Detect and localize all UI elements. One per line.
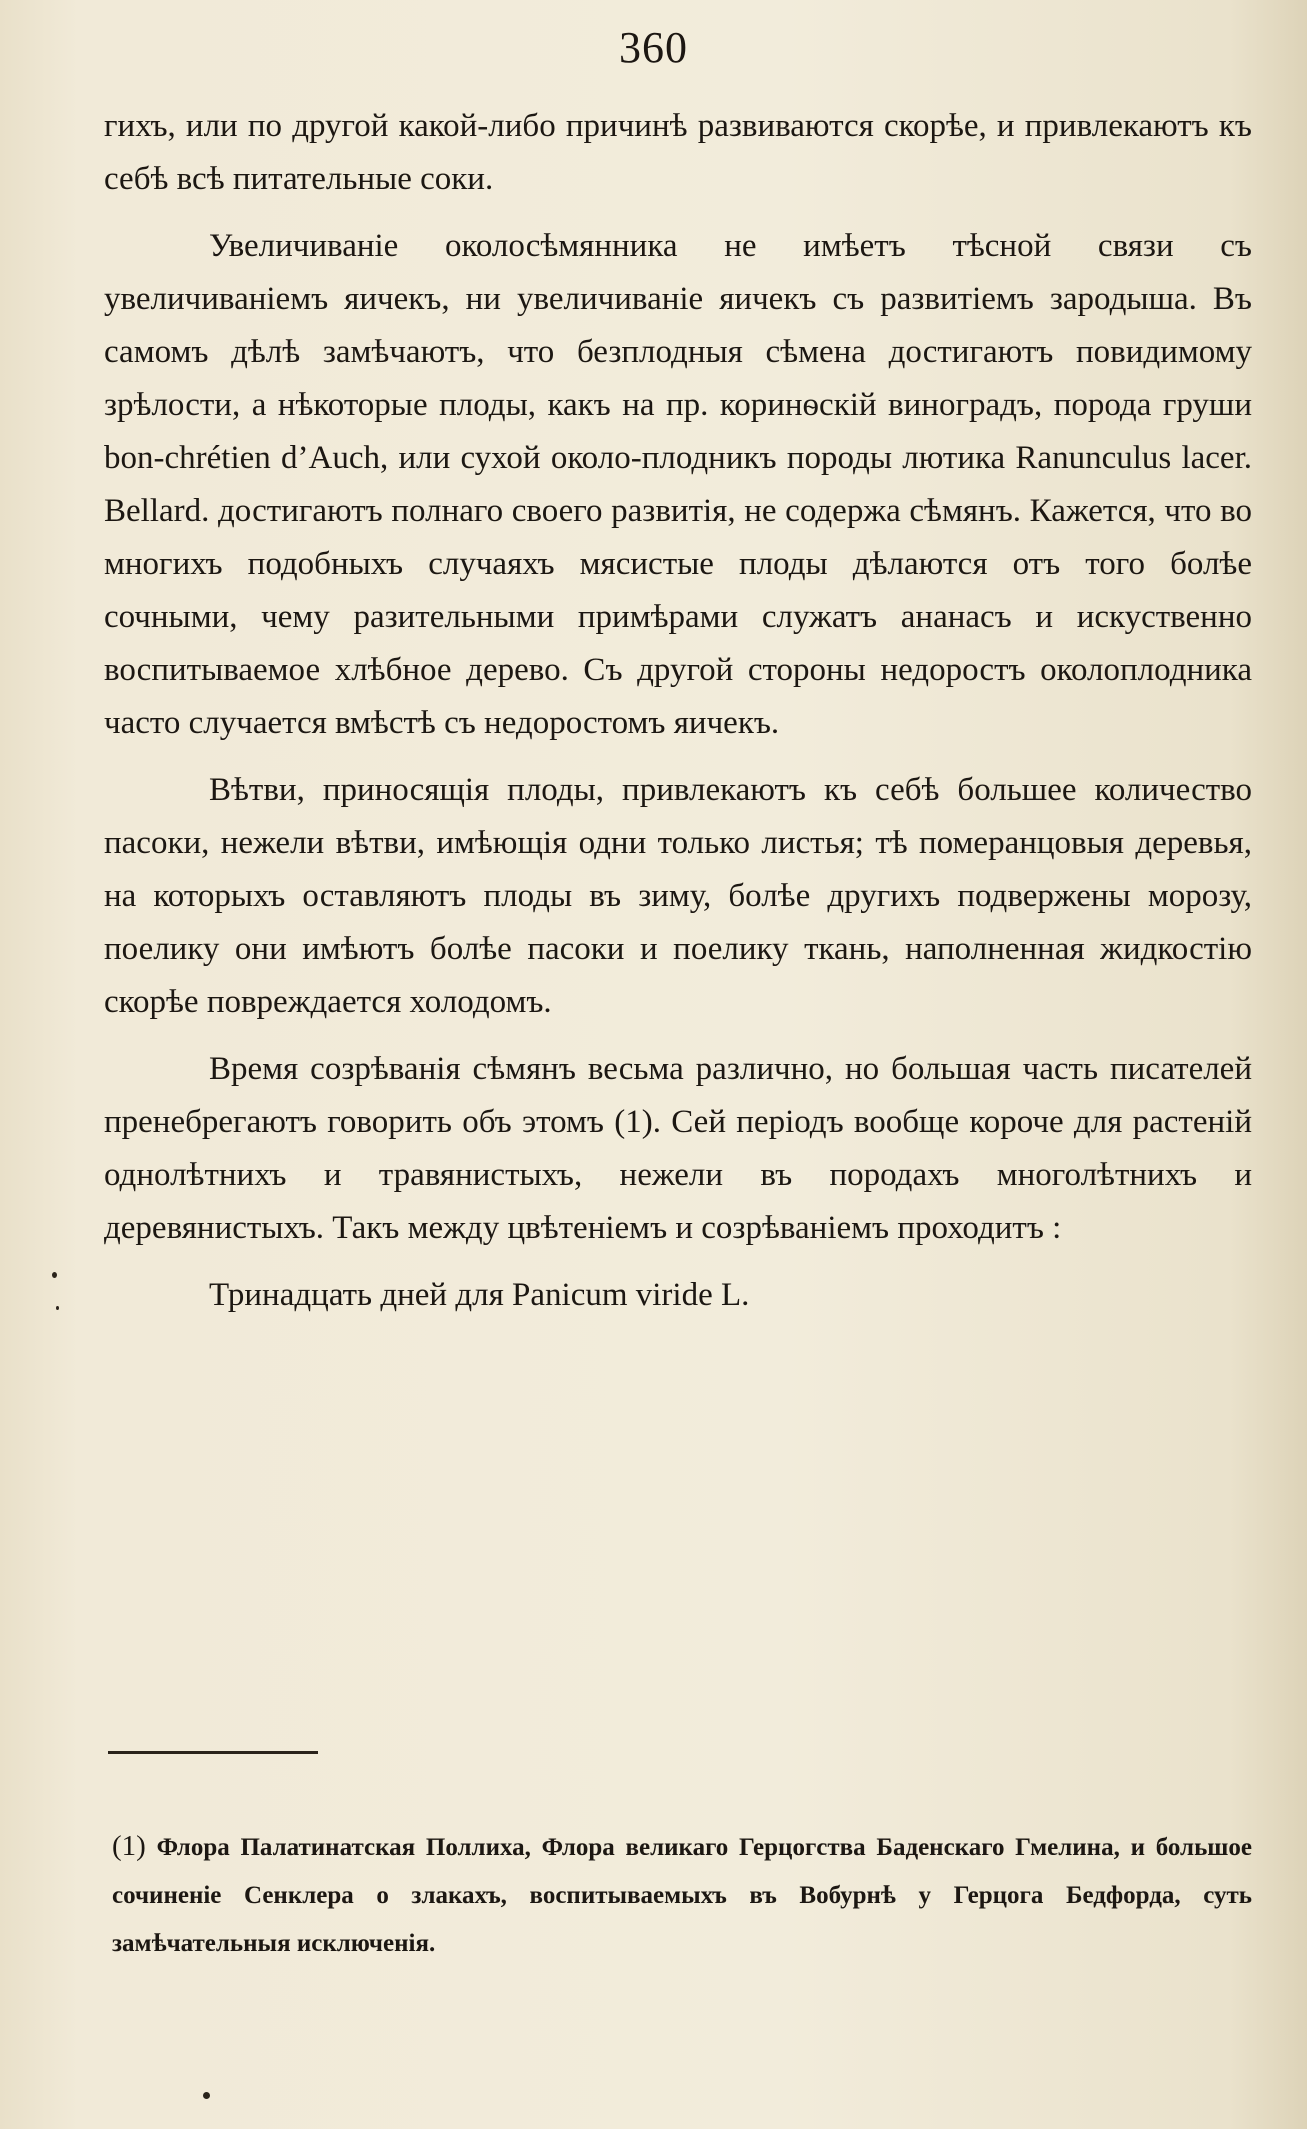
page-number: 360 (619, 23, 688, 72)
paragraph-panicum: Тринадцать дней для Panicum viride L. (209, 1277, 750, 1313)
paragraph-continuation: гихъ, или по другой какой-либо причинѣ развиваются скорѣе, и привлекаютъ къ себѣ всѣ питательные соки. (104, 108, 1252, 197)
body-text (104, 100, 1252, 1336)
ink-speck (52, 1272, 57, 1278)
footnote-text: Флора Палатинатская Поллиха, Флора великаго Герцогства Баденскаго Гмелина, и большое сочиненiе Сенклера о злакахъ, воспитываемыхъ въ Вобурнѣ у Герцога Бедфорда, суть замѣчательныя исключенiя. (112, 1834, 1252, 1957)
paragraph-pericarp: Увеличиванiе околосѣмянника не имѣетъ тѣсной связи съ увеличиванiемъ яичекъ, ни увеличиванiе яичекъ съ развитiемъ зародыша. Въ самомъ дѣлѣ замѣчаютъ, что безплодныя сѣмена достигаютъ повидимому зрѣлости, а нѣкоторые плоды, какъ на пр. коринѳскiй виноградъ, порода груши bon-chrétien d’Auch, или сухой около-плодникъ породы лютика Ranunculus lacer. Bellard. достигаютъ полнаго своего развитiя, не содержа сѣмянъ. Кажется, что во многихъ подобныхъ случаяхъ мясистые плоды дѣлаются отъ того болѣе сочными, чему разительными примѣрами служатъ ананасъ и искуственно воспитываемое хлѣбное дерево. Съ другой стороны недоростъ околоплодника часто случается вмѣстѣ съ недоростомъ яичекъ. (104, 228, 1252, 741)
footnote-mark: (1) (112, 1830, 146, 1862)
footnote-rule (108, 1751, 318, 1754)
paragraph-branches: Вѣтви, приносящiя плоды, привлекаютъ къ себѣ большее количество пасоки, нежели вѣтви, имѣющiя одни только листья; тѣ померанцовыя деревья, на которыхъ оставляютъ плоды въ зиму, болѣе другихъ подвержены морозу, поелику они имѣютъ болѣе пасоки и поелику ткань, наполненная жидкостiю скорѣе повреждается холодомъ. (104, 772, 1252, 1020)
paragraph-ripening-time: Время созрѣванiя сѣмянъ весьма различно, но большая часть писателей пренебрегаютъ говорить объ этомъ (1). Сей перiодъ вообще короче для растенiй однолѣтнихъ и травянистыхъ, нежели въ породахъ многолѣтнихъ и деревянистыхъ. Такъ между цвѣтенiемъ и созрѣванiемъ проходитъ : (104, 1051, 1252, 1246)
footnote (112, 1822, 1252, 1968)
ink-speck (56, 1306, 59, 1310)
ink-speck (203, 2092, 210, 2099)
